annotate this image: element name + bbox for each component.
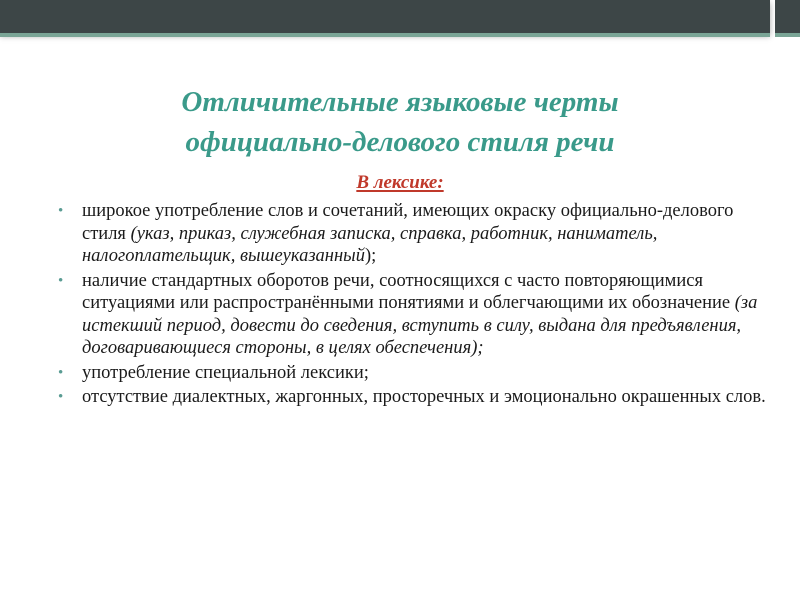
bullet-example: (указ, приказ, служебная записка, справка, работник, наниматель, налогоплательщик, вышеуказанный: [82, 223, 658, 266]
bullet-text: употребление специальной лексики;: [82, 362, 369, 383]
bullet-tail: );: [364, 246, 377, 266]
bullet-list: [55, 200, 775, 411]
accent-stripe: [0, 33, 770, 37]
top-header-bar: [0, 0, 770, 33]
bullet-example: (за истекший период, довести до сведения, вступить в силу, выдана для предъявления, договаривающиеся стороны, в целях обеспечения);: [82, 293, 758, 358]
bullet-text: широкое употребление слов и сочетаний, имеющих окраску официально-делового стиля: [82, 201, 734, 244]
bullet-dot-icon: •: [58, 203, 64, 219]
title-line-1: Отличительные языковые черты: [181, 86, 619, 118]
bullet-text: отсутствие диалектных, жаргонных, просторечных и эмоционально окрашенных слов.: [82, 387, 766, 407]
title-line-2: официально-делового стиля речи: [185, 126, 615, 158]
bullet-text: наличие стандартных оборотов речи, соотносящихся с часто повторяющимися ситуациями или распространёнными понятиями и облегчающими их обозначение: [82, 270, 735, 313]
corner-decoration: [775, 0, 800, 37]
list-item: [55, 200, 775, 268]
bullet-dot-icon: •: [58, 364, 64, 381]
section-subheading: В лексике:: [356, 172, 444, 193]
slide-title: [40, 82, 760, 162]
bullet-dot-icon: •: [58, 272, 64, 289]
list-item: [55, 386, 775, 409]
corner-stripe: [775, 33, 800, 37]
bullet-dot-icon: •: [58, 389, 64, 405]
list-item: [55, 362, 775, 385]
list-item: [55, 270, 775, 360]
